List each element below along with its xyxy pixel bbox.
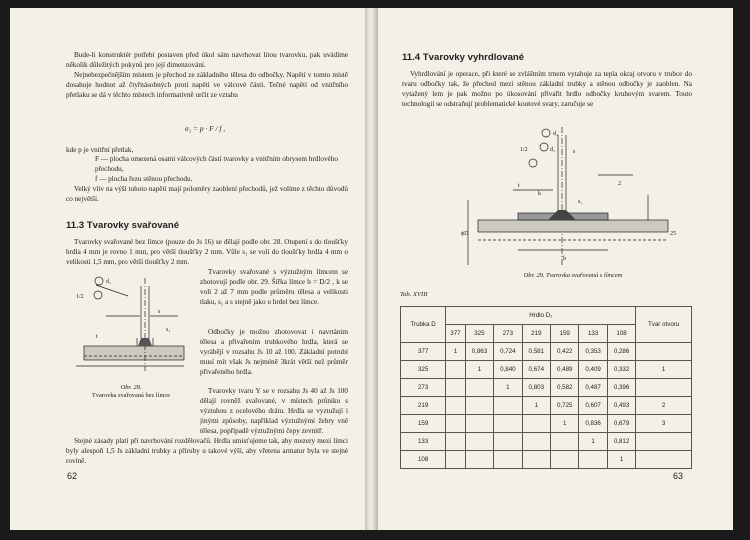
table-row xyxy=(401,343,692,361)
figure-29-label-k: k xyxy=(538,191,541,197)
table-cell xyxy=(494,433,522,451)
section-paragraph-1: Tvarovky svařované bez límce (pouze do Js 16) se dělají podle obr. 28. Otupení s do tloušťky hrdla 4 mm je rovno 1 mm, pro větší tloušťky 2 mm. Vůle s₁ se volí do tloušťky hrdla 4 mm o velikosti 1,5 mm, pro větší tloušťky 2 mm. xyxy=(66,238,348,266)
table-row-tvar: 1 xyxy=(636,361,692,379)
table-cell: 0,840 xyxy=(494,361,522,379)
table-cell xyxy=(446,433,466,451)
table-cell: 0,836 xyxy=(579,415,607,433)
table-cell: 1 xyxy=(607,451,635,469)
table-row-tvar: 3 xyxy=(636,415,692,433)
table-cell xyxy=(522,451,550,469)
figure-29-label-25: 25 xyxy=(670,231,676,237)
table-cell xyxy=(494,451,522,469)
table-row-tvar xyxy=(636,343,692,361)
figure-29-label-2: 2 xyxy=(618,181,621,187)
figure-28-label-s: s xyxy=(158,309,161,315)
section-paragraph-4: Tvarovky tvaru Y se v rozsahu Js 40 až Js 100 dělají rovněž svařované, v místech průniku s výztuhou z ocelového drátu. Hrdla se vyztužují i jinými způsoby, například výztužnými žebry vně tělesa, popřípadě výztužnými čepy zevnitř. xyxy=(200,387,348,435)
table-cell xyxy=(446,415,466,433)
table-cell: 1 xyxy=(494,379,522,397)
table-cell: 0,332 xyxy=(607,361,635,379)
table-row-tvar xyxy=(636,451,692,469)
table-cell: 0,409 xyxy=(579,361,607,379)
table-row xyxy=(401,433,692,451)
figure-29-caption: Obr. 29. Tvarovka svařovaná s límcem xyxy=(523,272,623,279)
table-row-tvar xyxy=(636,433,692,451)
table-cell xyxy=(446,451,466,469)
table-cell: 0,863 xyxy=(465,343,493,361)
figure-29-label-b: b xyxy=(563,256,566,262)
table-cell: 1 xyxy=(522,397,550,415)
definition-f: f — plocha řezu stěnou přechodu. xyxy=(95,175,193,183)
figure-29-label-s1: s₁ xyxy=(578,199,583,205)
table-cell xyxy=(446,397,466,415)
table-cell xyxy=(446,361,466,379)
table-header-trubka: Trubka D xyxy=(401,307,446,343)
definition-F: F — plocha omezená osami válcových částí tvarovky a vnitřním obrysem hrdlového přechodu, xyxy=(95,155,338,173)
table-cell xyxy=(446,379,466,397)
table-cell: 0,489 xyxy=(551,361,579,379)
figure-29-label-s: s xyxy=(573,149,576,155)
table-cell xyxy=(465,433,493,451)
table-cell: 0,812 xyxy=(607,433,635,451)
table-cell: 0,286 xyxy=(607,343,635,361)
section-heading-11-3: 11.3 Tvarovky svařované xyxy=(66,220,180,231)
table-cell: 0,674 xyxy=(522,361,550,379)
figure-28-label-half: 1/2 xyxy=(76,294,84,300)
figure-29-label-t: t xyxy=(518,183,520,189)
figure-29-label-d2: d₂ xyxy=(550,147,556,153)
table-cell: 0,353 xyxy=(579,343,607,361)
figure-29-drawing xyxy=(458,125,688,270)
table-header-row xyxy=(401,307,692,325)
after-definitions-paragraph: Velký vliv na výši tohoto napětí mají poloměry zaoblení přechodů, jež volíme z těchto důvodů co největší. xyxy=(66,185,348,203)
table-cell xyxy=(494,397,522,415)
stress-formula: σ₁ = p · F / f , xyxy=(185,124,226,133)
table-row-trubka: 133 xyxy=(401,433,446,451)
table-cell: 0,581 xyxy=(522,343,550,361)
table-cell xyxy=(465,397,493,415)
table-cell: 0,493 xyxy=(607,397,635,415)
table-cell xyxy=(494,415,522,433)
table-row xyxy=(401,451,692,469)
figure-29-label-d1: d₁ xyxy=(553,131,559,137)
right-paragraph-1: Vyhrdlování je operace, při které se zvláštním trnem vytahuje za tepla okraj otvoru v trubce do tvaru odbočky tak, že přechod mezi stěnou základní trubky a stěnou odbočky je zaoblen. Na vytažený lem je pak možno po úkosování přivařit hrdlo odbočky kruhovým svarem. Touto technologií se odstraňují problematické koutové svary, zaručuje se xyxy=(402,70,692,108)
table-cell xyxy=(465,451,493,469)
left-page xyxy=(10,8,365,530)
figure-28-caption-text: Tvarovka svařovaná bez límce xyxy=(91,392,171,399)
table-row-trubka: 377 xyxy=(401,343,446,361)
figure-28-label-t: t xyxy=(96,334,98,340)
table-title: Tab. XVIII xyxy=(400,291,428,298)
table-size-cell: 377 xyxy=(446,325,466,343)
table-size-cell: 273 xyxy=(494,325,522,343)
section-paragraph-3: Odbočky je možno zhotovovat i navrtáním tělesa a přivařením trubkového hrdla, která se vyrábějí v rozsahu Js 10 až 100. Základní potrubí musí mít však Js nejméně 3krát větší než průměr přivařeného hrdla. xyxy=(200,328,348,376)
figure-29-label-phiD: ϕD xyxy=(461,231,469,237)
section-heading-11-4: 11.4 Tvarovky vyhrdlované xyxy=(402,52,525,63)
table-row-tvar: 2 xyxy=(636,397,692,415)
table-row xyxy=(401,415,692,433)
figure-28-caption-number: Obr. 28. xyxy=(120,384,142,391)
table-row-trubka: 108 xyxy=(401,451,446,469)
table-cell xyxy=(465,415,493,433)
table-row-tvar xyxy=(636,379,692,397)
table-cell: 1 xyxy=(446,343,466,361)
figure-29-label-half: 1/2 xyxy=(520,147,528,153)
intro-paragraph-2: Nejnebezpečnějším místem je přechod ze základního tělesa do odbočky. Napětí v tomto místě dosahuje hodnot až čtyřnásobných proti napětí ve válcové části. Tečné napětí od vnitřního přetlaku se dá v těchto místech informativně určit ze vztahu xyxy=(66,71,348,99)
where-line: kde p je vnitřní přetlak, xyxy=(66,146,134,154)
table-cell: 0,422 xyxy=(551,343,579,361)
table-cell xyxy=(522,415,550,433)
table-row-trubka: 325 xyxy=(401,361,446,379)
table-cell: 0,396 xyxy=(607,379,635,397)
table-cell xyxy=(579,451,607,469)
right-page xyxy=(378,8,733,530)
section-paragraph-2: Tvarovky svařované s výztužným límcem se zhotovují podle obr. 29. Šířka límce b = D/2 , k se volí 2 až 7 mm podle průměru tělesa a velikosti tlaku, s₁ a s stejně jako u hrdel bez límce. xyxy=(200,268,348,306)
page-number-right: 63 xyxy=(673,471,684,481)
book-gutter xyxy=(365,8,378,530)
table-row xyxy=(401,397,692,415)
table-cell: 0,724 xyxy=(494,343,522,361)
table-cell xyxy=(465,379,493,397)
table-size-cell: 325 xyxy=(465,325,493,343)
figure-28-drawing xyxy=(66,276,196,381)
page-number-left: 62 xyxy=(67,471,78,481)
figure-28-label-s1: s₁ xyxy=(166,327,171,333)
table-row xyxy=(401,379,692,397)
table-cell: 1 xyxy=(551,415,579,433)
table-size-cell: 219 xyxy=(522,325,550,343)
table-size-cell: 159 xyxy=(551,325,579,343)
table-cell xyxy=(551,433,579,451)
intro-paragraph-1: Bude-li konstruktér potřebí postaven před úkol sám navrhovat litou tvarovku, pak uvádíme několik důležitých pokynů pro její dimenzování. xyxy=(66,51,348,69)
figure-28-label-d1: d₁ xyxy=(106,279,112,285)
table-row-trubka: 273 xyxy=(401,379,446,397)
table-cell: 1 xyxy=(579,433,607,451)
table-cell: 0,725 xyxy=(551,397,579,415)
table-cell: 0,607 xyxy=(579,397,607,415)
table-row-trubka: 219 xyxy=(401,397,446,415)
table-header-tvar: Tvar otvoru xyxy=(636,307,692,343)
section-paragraph-5: Stejné zásady platí při navrhování rozdělovačů. Hrdla umisťujeme tak, aby mezery mezi límci byly alespoň 1,5 Js základní trubky a příruby u takové výši, aby vřetena armatur byla ve stejné rovině. xyxy=(66,437,348,465)
table-cell xyxy=(551,451,579,469)
table-cell: 0,582 xyxy=(551,379,579,397)
table-size-cell: 108 xyxy=(607,325,635,343)
table-row-trubka: 159 xyxy=(401,415,446,433)
table-cell: 0,487 xyxy=(579,379,607,397)
table-header-hrdlo: Hrdlo D₁ xyxy=(446,307,636,325)
table-xviii xyxy=(400,306,692,469)
table-cell: 0,679 xyxy=(607,415,635,433)
table-cell xyxy=(522,433,550,451)
table-cell: 0,803 xyxy=(522,379,550,397)
table-row xyxy=(401,361,692,379)
table-size-cell: 133 xyxy=(579,325,607,343)
table-cell: 1 xyxy=(465,361,493,379)
